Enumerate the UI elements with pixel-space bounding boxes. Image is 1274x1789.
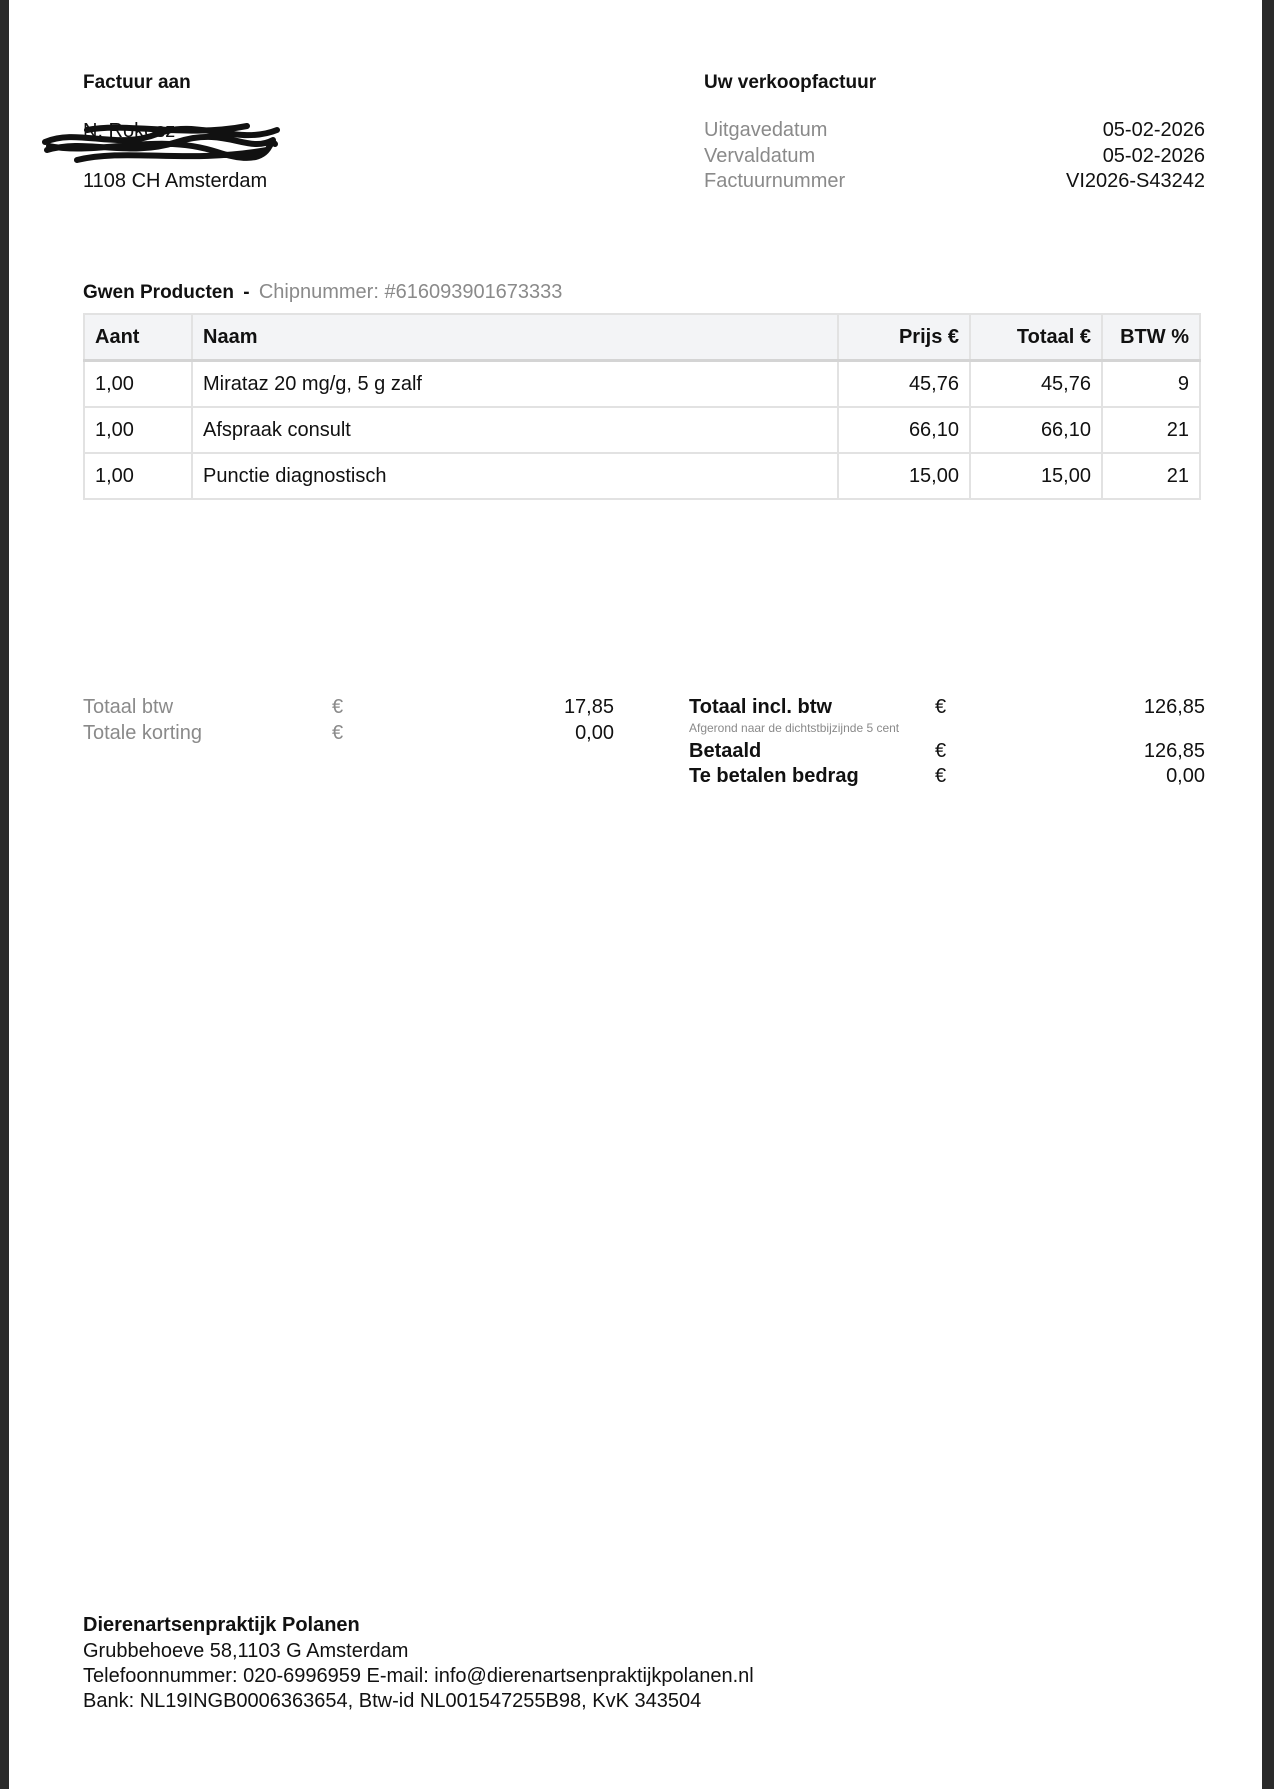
company-contact: Telefoonnummer: 020-6996959 E-mail: info@dierenartsenpraktijkpolanen.nl xyxy=(83,1665,754,1687)
row-name: Mirataz 20 mg/g, 5 g zalf xyxy=(192,361,838,408)
rounding-note: Afgerond naar de dichtstbijzijnde 5 cent xyxy=(689,721,900,735)
row-total: 45,76 xyxy=(970,361,1102,408)
amount-due-currency: € xyxy=(935,765,947,787)
redaction-scribble xyxy=(37,120,282,168)
header-name: Naam xyxy=(192,314,838,361)
row-total: 66,10 xyxy=(970,407,1102,453)
items-table xyxy=(83,313,1201,500)
row-vat: 21 xyxy=(1102,453,1200,499)
total-incl-value: 126,85 xyxy=(1143,696,1205,718)
customer-city: 1108 CH Amsterdam xyxy=(83,170,268,192)
row-price: 15,00 xyxy=(838,453,970,499)
row-name: Punctie diagnostisch xyxy=(192,453,838,499)
total-vat-label: Totaal btw xyxy=(83,696,174,718)
row-price: 45,76 xyxy=(838,361,970,408)
table-row xyxy=(84,407,1200,453)
row-name: Afspraak consult xyxy=(192,407,838,453)
invoice-page xyxy=(9,0,1262,1789)
invoice-heading: Uw verkoopfactuur xyxy=(704,72,877,93)
company-address: Grubbehoeve 58,1103 G Amsterdam xyxy=(83,1640,409,1662)
table-header-row xyxy=(84,314,1200,361)
table-row xyxy=(84,453,1200,499)
patient-line xyxy=(83,281,562,304)
header-total: Totaal € xyxy=(970,314,1102,361)
total-vat-currency: € xyxy=(332,696,344,718)
total-discount-currency: € xyxy=(332,722,344,744)
paid-currency: € xyxy=(935,740,947,762)
invoice-number-label: Factuurnummer xyxy=(704,170,846,192)
row-qty: 1,00 xyxy=(84,407,192,453)
patient-name: Gwen Producten xyxy=(83,282,234,303)
header-price: Prijs € xyxy=(838,314,970,361)
company-bank: Bank: NL19INGB0006363654, Btw-id NL001547255B98, KvK 343504 xyxy=(83,1690,702,1712)
total-incl-currency: € xyxy=(935,696,947,718)
amount-due-value: 0,00 xyxy=(1166,765,1205,787)
paid-label: Betaald xyxy=(689,740,762,762)
header-qty: Aant xyxy=(84,314,192,361)
customer-name: N. Rokosz xyxy=(83,120,176,142)
total-discount-label: Totale korting xyxy=(83,722,202,744)
total-vat-value: 17,85 xyxy=(563,696,614,718)
paid-value: 126,85 xyxy=(1143,740,1205,762)
table-row xyxy=(84,361,1200,408)
row-vat: 9 xyxy=(1102,361,1200,408)
chip-number: Chipnummer: #616093901673333 xyxy=(258,281,563,303)
header-vat: BTW % xyxy=(1102,314,1200,361)
due-date-value: 05-02-2026 xyxy=(1102,145,1205,167)
due-date-label: Vervaldatum xyxy=(704,145,816,167)
invoice-number-value: VI2026-S43242 xyxy=(1065,170,1205,192)
company-name: Dierenartsenpraktijk Polanen xyxy=(83,1614,360,1636)
patient-separator: - xyxy=(243,282,250,303)
row-total: 15,00 xyxy=(970,453,1102,499)
total-incl-label: Totaal incl. btw xyxy=(689,696,832,718)
bill-to-heading: Factuur aan xyxy=(83,72,191,93)
amount-due-label: Te betalen bedrag xyxy=(689,765,859,787)
total-discount-value: 0,00 xyxy=(575,722,614,744)
row-price: 66,10 xyxy=(838,407,970,453)
row-qty: 1,00 xyxy=(84,361,192,408)
issue-date-label: Uitgavedatum xyxy=(704,119,828,141)
row-vat: 21 xyxy=(1102,407,1200,453)
row-qty: 1,00 xyxy=(84,453,192,499)
issue-date-value: 05-02-2026 xyxy=(1102,119,1205,141)
